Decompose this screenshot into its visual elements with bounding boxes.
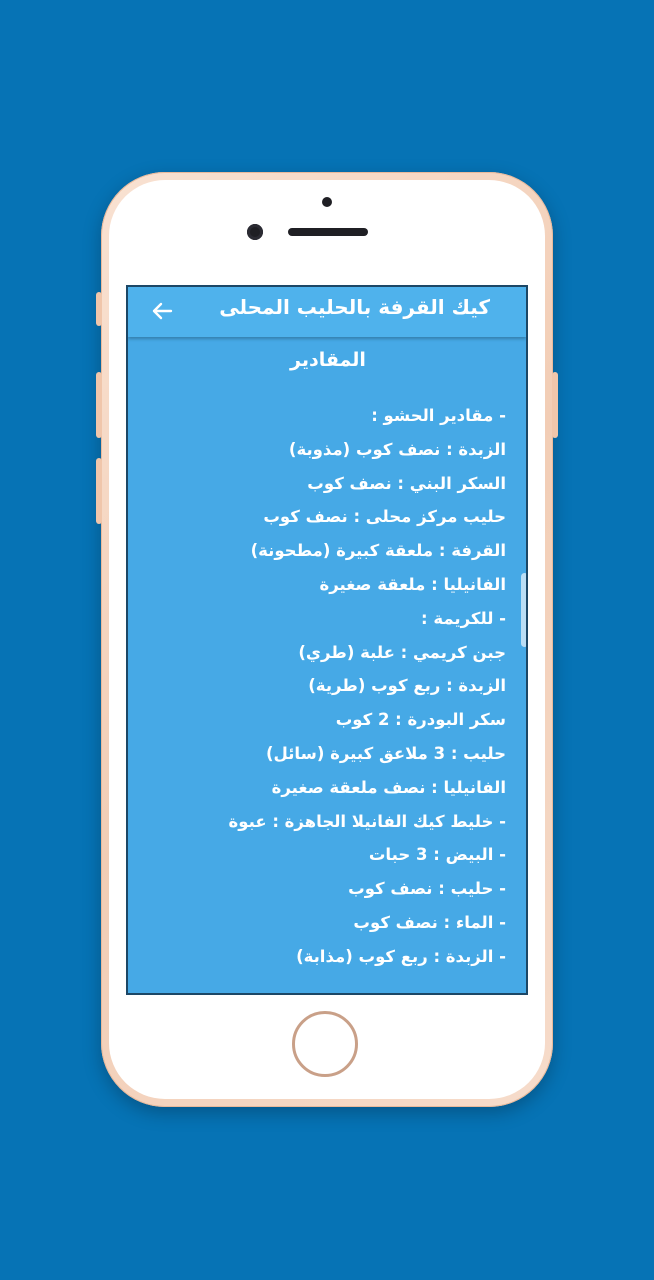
list-item: الزبدة : ربع كوب (طرية): [308, 676, 506, 696]
phone-volume-down-button: [96, 458, 102, 524]
phone-mute-switch: [96, 292, 102, 326]
earpiece-speaker: [288, 228, 368, 236]
app-bar: [128, 287, 526, 337]
front-camera-icon: [247, 224, 263, 240]
list-item: - خليط كيك الفانيلا الجاهزة : عبوة: [228, 811, 506, 831]
proximity-sensor: [322, 197, 332, 207]
list-item: الفانيليا : نصف ملعقة صغيرة: [271, 777, 506, 797]
arrow-left-icon: [151, 302, 173, 320]
list-item: الزبدة : نصف كوب (مذوبة): [288, 439, 506, 459]
list-item: حليب : 3 ملاعق كبيرة (سائل): [265, 743, 506, 763]
list-item: القرفة : ملعقة كبيرة (مطحونة): [250, 541, 506, 561]
page-title: كيك القرفة بالحليب المحلى: [219, 295, 490, 319]
list-item: حليب مركز محلى : نصف كوب: [263, 507, 506, 527]
list-item: - الماء : نصف كوب: [353, 912, 506, 932]
list-item: الفانيليا : ملعقة صغيرة: [319, 574, 506, 594]
list-item: - حليب : نصف كوب: [348, 879, 506, 899]
scrollbar-handle[interactable]: [521, 573, 528, 647]
home-button[interactable]: [292, 1011, 358, 1077]
phone-power-button: [552, 372, 558, 438]
list-item: - مقادير الحشو :: [371, 406, 506, 425]
list-item: سكر البودرة : 2 كوب: [335, 710, 506, 730]
list-item: السكر البني : نصف كوب: [307, 473, 506, 493]
app-screen: [126, 285, 528, 995]
ingredients-heading: المقادير: [290, 349, 366, 371]
phone-volume-up-button: [96, 372, 102, 438]
list-item: - للكريمة :: [421, 608, 506, 628]
list-item: - الزبدة : ربع كوب (مذابة): [296, 946, 506, 966]
list-item: - البيض : 3 حبات: [368, 845, 506, 865]
ingredients-list: [146, 399, 506, 974]
back-button[interactable]: [148, 297, 176, 325]
list-item: جبن كريمي : علبة (طري): [298, 642, 506, 662]
